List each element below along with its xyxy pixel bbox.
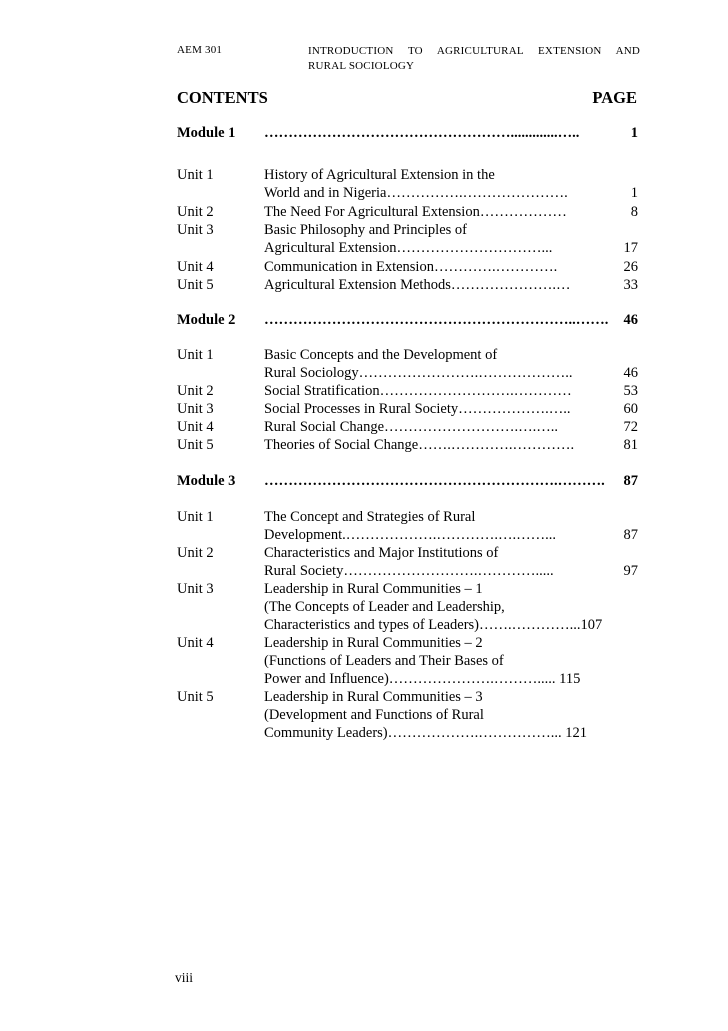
course-code: AEM 301 xyxy=(177,44,223,56)
running-title-line-2: RURAL SOCIOLOGY xyxy=(308,60,415,72)
toc-unit-title: (The Concepts of Leader and Leadership, xyxy=(264,599,505,615)
page-heading: PAGE xyxy=(592,88,637,107)
module-2-dots: ………………………………………………………..……. xyxy=(264,312,609,328)
toc-unit-title: Leadership in Rural Communities – 3 xyxy=(264,689,483,705)
module-1-dots: …………………………………………….............….. xyxy=(264,125,580,141)
toc-unit-page: 1 xyxy=(630,185,638,201)
toc-unit-page: 8 xyxy=(630,204,638,220)
toc-unit-label: Unit 4 xyxy=(177,259,214,275)
toc-unit-page: 81 xyxy=(623,437,638,453)
module-3-label: Module 3 xyxy=(177,473,236,489)
toc-unit-page: 17 xyxy=(623,240,638,256)
module-3-page: 87 xyxy=(623,473,638,489)
toc-unit-title: Rural Society……………………….…………..... xyxy=(264,563,554,579)
toc-unit-label: Unit 1 xyxy=(177,167,214,183)
toc-unit-label: Unit 3 xyxy=(177,401,214,417)
toc-unit-label: Unit 1 xyxy=(177,347,214,363)
toc-unit-label: Unit 4 xyxy=(177,635,214,651)
toc-unit-title: Leadership in Rural Communities – 2 xyxy=(264,635,483,651)
module-2-label: Module 2 xyxy=(177,312,236,328)
contents-heading-row xyxy=(177,88,637,108)
toc-unit-label: Unit 2 xyxy=(177,383,214,399)
toc-unit-page: 46 xyxy=(623,365,638,381)
toc-unit-label: Unit 2 xyxy=(177,545,214,561)
toc-unit-label: Unit 3 xyxy=(177,222,214,238)
page-folio: viii xyxy=(175,970,194,985)
toc-unit-title: Agricultural Extension…………………………... xyxy=(264,240,553,256)
toc-unit-title: Social Processes in Rural Society……………….….. xyxy=(264,401,571,417)
toc-unit-title: Development.……………….………….….……... xyxy=(264,527,556,543)
toc-unit-title: Social Stratification……………………….………… xyxy=(264,383,572,399)
toc-unit-page: 53 xyxy=(623,383,638,399)
toc-unit-page: 26 xyxy=(623,259,638,275)
toc-unit-title: Characteristics and Major Institutions of xyxy=(264,545,499,561)
module-1-page: 1 xyxy=(630,125,638,141)
toc-unit-label: Unit 1 xyxy=(177,509,214,525)
module-2-page: 46 xyxy=(623,312,638,328)
contents-heading: CONTENTS xyxy=(177,88,268,107)
toc-unit-page: 60 xyxy=(623,401,638,417)
toc-unit-title: Community Leaders)……………….……………... 121 xyxy=(264,725,588,741)
toc-unit-title: Characteristics and types of Leaders)…….…………...107 xyxy=(264,617,603,633)
toc-unit-title: Theories of Social Change…….………….…………. xyxy=(264,437,575,453)
toc-unit-label: Unit 2 xyxy=(177,204,214,220)
toc-unit-label: Unit 5 xyxy=(177,689,214,705)
toc-unit-title: Rural Social Change……………………….….….. xyxy=(264,419,559,435)
toc-unit-page: 97 xyxy=(623,563,638,579)
toc-unit-title: The Need For Agricultural Extension……………… xyxy=(264,204,567,220)
toc-unit-title: Basic Philosophy and Principles of xyxy=(264,222,467,238)
toc-unit-title: Leadership in Rural Communities – 1 xyxy=(264,581,483,597)
toc-unit-title: Rural Sociology…………………….……………….. xyxy=(264,365,573,381)
toc-unit-title: Agricultural Extension Methods………………….… xyxy=(264,277,571,293)
running-title-line-1: INTRODUCTION TO AGRICULTURAL EXTENSION AND xyxy=(308,45,640,57)
toc-unit-page: 72 xyxy=(623,419,638,435)
toc-unit-label: Unit 5 xyxy=(177,277,214,293)
running-title xyxy=(308,44,640,74)
toc-unit-label: Unit 5 xyxy=(177,437,214,453)
toc-unit-title: The Concept and Strategies of Rural xyxy=(264,509,476,525)
toc-unit-title: Basic Concepts and the Development of xyxy=(264,347,498,363)
toc-unit-title: World and in Nigeria…………….…………………. xyxy=(264,185,568,201)
module-1-label: Module 1 xyxy=(177,125,236,141)
toc-unit-label: Unit 4 xyxy=(177,419,214,435)
toc-unit-page: 87 xyxy=(623,527,638,543)
toc-unit-title: Power and Influence)………………….………..... 115 xyxy=(264,671,581,687)
toc-unit-title: (Development and Functions of Rural xyxy=(264,707,484,723)
toc-unit-page: 33 xyxy=(623,277,638,293)
toc-unit-title: (Functions of Leaders and Their Bases of xyxy=(264,653,504,669)
toc-unit-title: History of Agricultural Extension in the xyxy=(264,167,495,183)
toc-unit-title: Communication in Extension………….…………. xyxy=(264,259,558,275)
module-3-dots: …………………………………………………….………. xyxy=(264,473,605,489)
toc-unit-label: Unit 3 xyxy=(177,581,214,597)
